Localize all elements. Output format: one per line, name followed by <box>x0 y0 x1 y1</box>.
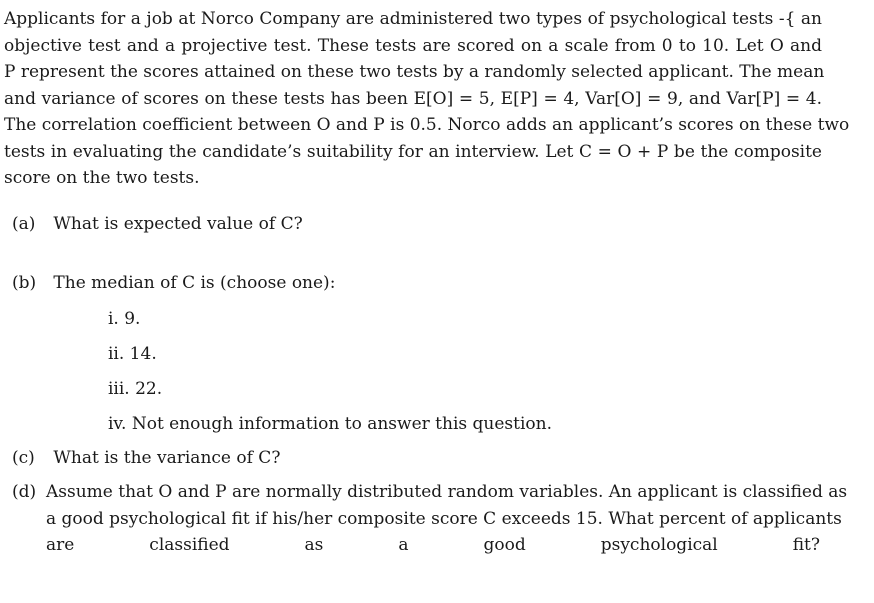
option-iii: iii. 22. <box>108 379 163 399</box>
intro-line: and variance of scores on these tests has been E[O] = 5, E[P] = 4, Var[O] = 9, and Var[P] = 4. <box>4 88 822 109</box>
option-ii: ii. 14. <box>108 344 157 364</box>
option-i: i. 9. <box>108 309 141 329</box>
question-d-text <box>46 479 848 559</box>
intro-line: tests in evaluating the candidate’s suitability for an interview. Let C = O + P be the composite <box>4 141 822 162</box>
question-a-label: (a) <box>12 214 36 234</box>
question-a-text: What is expected value of C? <box>53 214 303 234</box>
question-a <box>12 211 303 238</box>
intro-line: objective test and a projective test. These tests are scored on a scale from 0 to 10. Let O and <box>4 35 822 56</box>
question-c-label: (c) <box>12 448 35 468</box>
problem-statement <box>4 6 850 192</box>
question-b <box>12 270 335 297</box>
intro-line: The correlation coefficient between O and P is 0.5. Norco adds an applicant’s scores on these two <box>4 115 850 135</box>
question-d-line: Assume that O and P are normally distributed random variables. An applicant is classified as <box>46 482 848 502</box>
intro-line: P represent the scores attained on these two tests by a randomly selected applicant. The mean <box>4 62 825 82</box>
question-b-text: The median of C is (choose one): <box>53 273 336 293</box>
intro-line: score on the two tests. <box>4 168 200 188</box>
option-iv: iv. Not enough information to answer this question. <box>108 414 552 434</box>
intro-line: Applicants for a job at Norco Company are administered two types of psychological tests -{ an <box>4 9 822 29</box>
question-b-label: (b) <box>12 273 37 293</box>
question-d-label: (d) <box>12 482 37 502</box>
question-d-line: are classified as a good psychological fit? <box>46 535 820 555</box>
question-c <box>12 445 280 472</box>
question-d-line: a good psychological fit if his/her composite score C exceeds 15. What percent of applicants <box>46 508 842 529</box>
question-d <box>12 479 848 559</box>
question-c-text: What is the variance of C? <box>53 448 281 468</box>
